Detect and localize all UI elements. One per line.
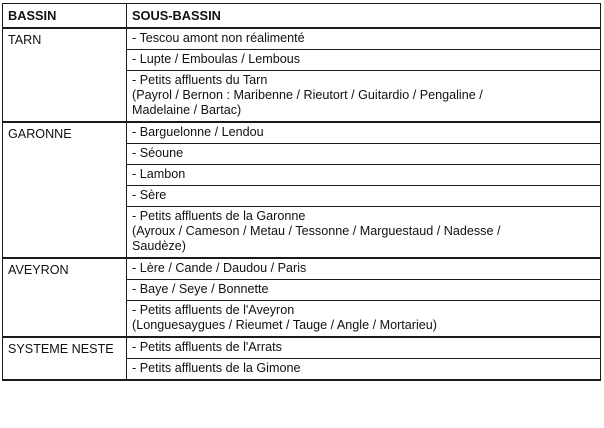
sub-basin-line: - Lupte / Emboulas / Lembous xyxy=(132,52,301,66)
sub-basin-line: - Baye / Seye / Bonnette xyxy=(132,282,269,296)
sub-basin-line: - Petits affluents de la Gimone xyxy=(132,361,301,375)
sub-basin-line: (Ayroux / Cameson / Metau / Tessonne / Marguestaud / Nadesse / xyxy=(132,224,501,238)
table-row xyxy=(3,122,601,144)
header-sub-basin: SOUS-BASSIN xyxy=(127,4,601,29)
sub-basin-line: Madelaine / Bartac) xyxy=(132,103,242,117)
sub-basin-line: - Petits affluents du Tarn xyxy=(132,73,268,87)
sub-basin-cell xyxy=(127,28,601,50)
sub-basin-cell xyxy=(127,207,601,259)
sub-basin-cell xyxy=(127,359,601,381)
sub-basin-line: - Petits affluents de l'Arrats xyxy=(132,340,282,354)
sub-basin-line: - Petits affluents de l'Aveyron xyxy=(132,303,295,317)
basin-cell: AVEYRON xyxy=(3,258,127,337)
sub-basin-line: Saudèze) xyxy=(132,239,186,253)
table-row xyxy=(3,28,601,50)
sub-basin-cell xyxy=(127,122,601,144)
sub-basin-line: - Lambon xyxy=(132,167,186,181)
table-header-row xyxy=(3,4,601,29)
sub-basin-line: - Petits affluents de la Garonne xyxy=(132,209,306,223)
sub-basin-cell xyxy=(127,258,601,280)
basin-table xyxy=(2,3,601,381)
sub-basin-line: - Lère / Cande / Daudou / Paris xyxy=(132,261,307,275)
sub-basin-cell xyxy=(127,50,601,71)
sub-basin-cell xyxy=(127,301,601,338)
sub-basin-cell xyxy=(127,280,601,301)
sub-basin-line: - Séoune xyxy=(132,146,184,160)
sub-basin-cell xyxy=(127,186,601,207)
basin-cell: SYSTEME NESTE xyxy=(3,337,127,380)
sub-basin-line: - Tescou amont non réalimenté xyxy=(132,31,305,45)
sub-basin-cell xyxy=(127,165,601,186)
table-row xyxy=(3,337,601,359)
sub-basin-cell xyxy=(127,337,601,359)
header-basin: BASSIN xyxy=(3,4,127,29)
table-row xyxy=(3,258,601,280)
table-body xyxy=(3,28,601,380)
sub-basin-line: - Sère xyxy=(132,188,167,202)
sub-basin-cell xyxy=(127,71,601,123)
sub-basin-line: - Barguelonne / Lendou xyxy=(132,125,264,139)
basin-cell: GARONNE xyxy=(3,122,127,258)
sub-basin-line: (Longuesaygues / Rieumet / Tauge / Angle / Mortarieu) xyxy=(132,318,437,332)
sub-basin-cell xyxy=(127,144,601,165)
sub-basin-line: (Payrol / Bernon : Maribenne / Rieutort / Guitardio / Pengaline / xyxy=(132,88,483,102)
basin-cell: TARN xyxy=(3,28,127,122)
